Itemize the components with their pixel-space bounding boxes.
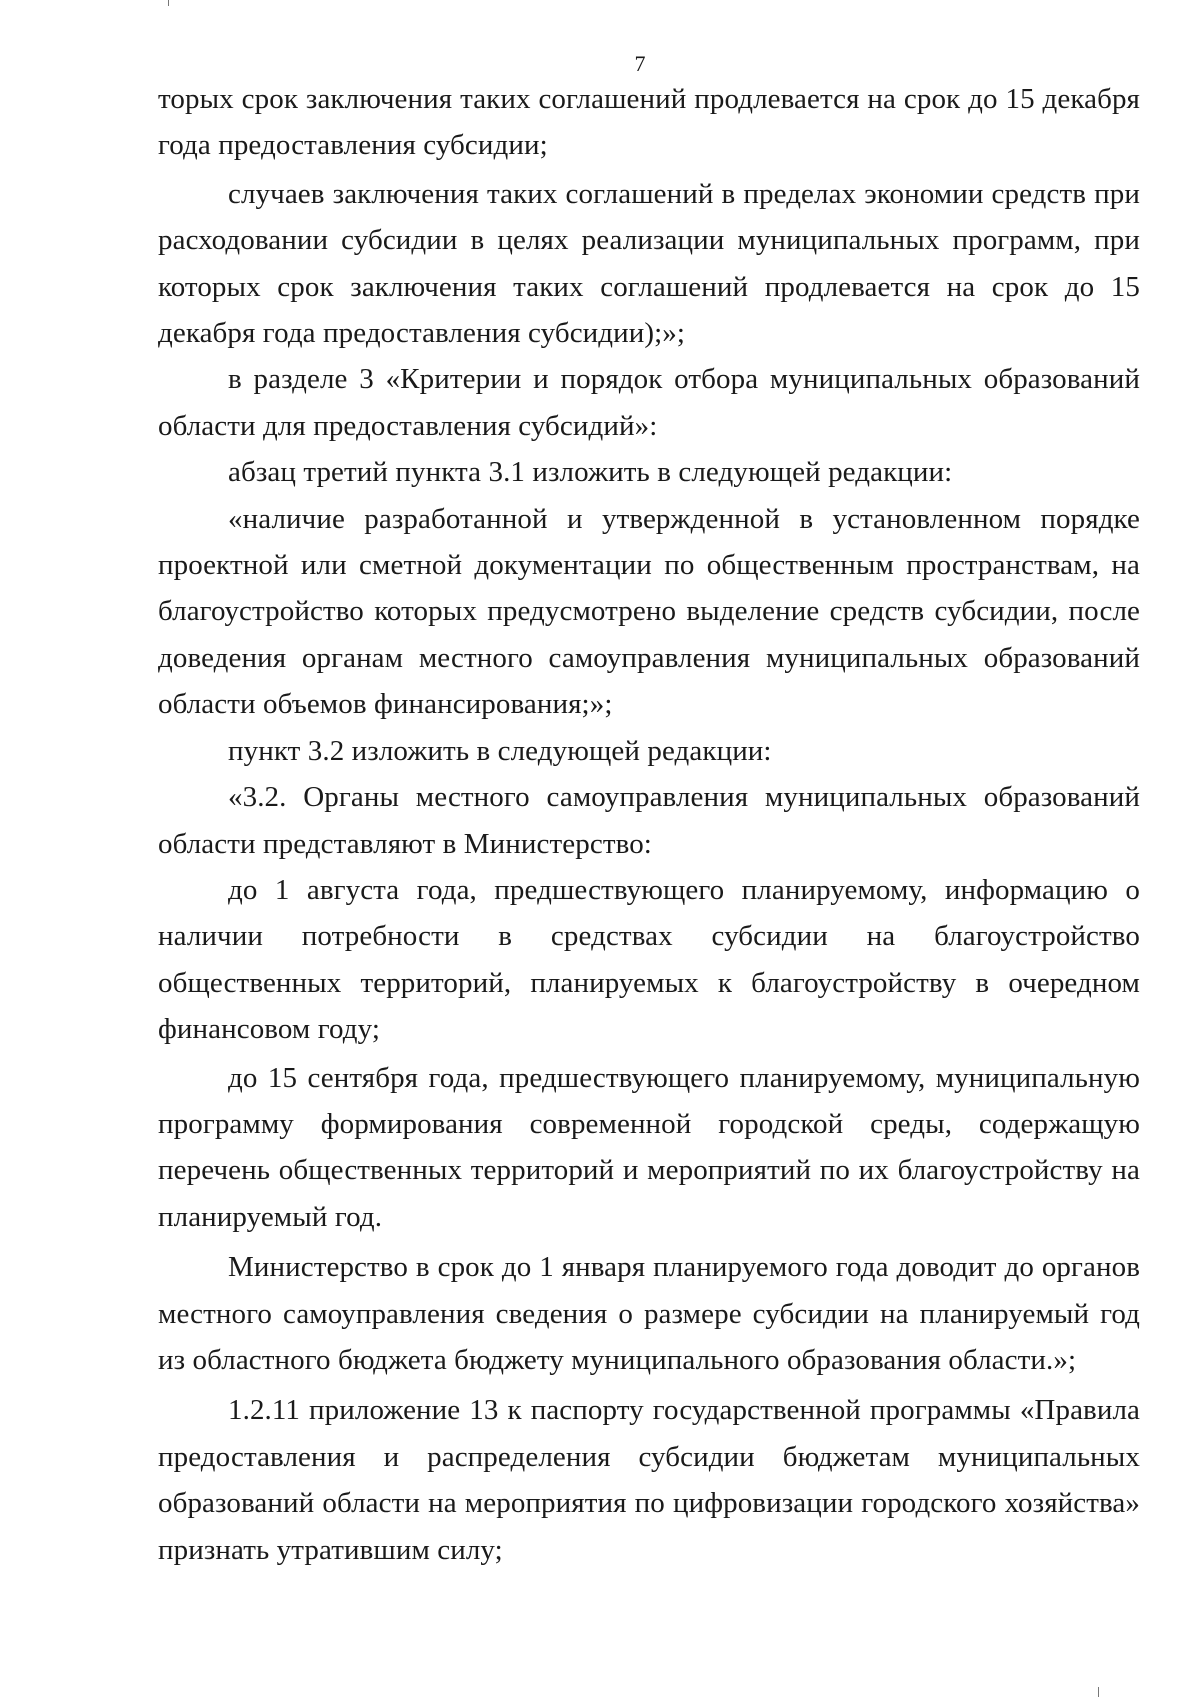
paragraph: до 15 сентября года, предшествующего планируемому, муниципальную программу формирования современной городской среды, содержащую перечень общественных территорий и мероприятий по их благоустройству на планируемый год. — [158, 1061, 1140, 1233]
paragraph: до 1 августа года, предшествующего планируемому, информацию о наличии потребности в средствах субсидии на благоустройство общественных территорий, планируемых к благоустройству в очередном финансовом году; — [158, 873, 1140, 1046]
paragraph: пункт 3.2 изложить в следующей редакции: — [228, 734, 772, 767]
paragraph: торых срок заключения таких соглашений продлевается на срок до 15 декабря года предоставления субсидии; — [158, 83, 1140, 162]
document-body — [158, 76, 1140, 1573]
paragraph: случаев заключения таких соглашений в пределах экономии средств при расходовании субсидии в целях реализации муниципальных программ, при которых срок заключения таких соглашений продлевается на срок до 15 декабря года предоставления субсидии);»; — [158, 177, 1140, 350]
paragraph: в разделе 3 «Критерии и порядок отбора муниципальных образований области для предоставления субсидий»: — [158, 363, 1140, 442]
scan-mark — [168, 0, 169, 6]
paragraph: 1.2.11 приложение 13 к паспорту государственной программы «Правила предоставления и распределения субсидии бюджетам муниципальных образований области на мероприятия по цифровизации городского хозяйства» признать утратившим силу; — [158, 1394, 1140, 1566]
page-number: 7 — [634, 51, 646, 76]
paragraph: «3.2. Органы местного самоуправления муниципальных образований области представляют в Министерство: — [158, 781, 1140, 860]
scan-mark — [1098, 1687, 1099, 1697]
paragraph: Министерство в срок до 1 января планируемого года доводит до органов местного самоуправления сведения о размере субсидии на планируемый год из областного бюджета бюджету муниципального образования области.»; — [158, 1251, 1140, 1376]
paragraph: абзац третий пункта 3.1 изложить в следующей редакции: — [228, 456, 953, 489]
paragraph: «наличие разработанной и утвержденной в установленном порядке проектной или сметной документации по общественным пространствам, на благоустройство которых предусмотрено выделение средств субсидии, после доведения органам местного самоуправления муниципальных образований области объемов финансирования;»; — [158, 502, 1140, 721]
